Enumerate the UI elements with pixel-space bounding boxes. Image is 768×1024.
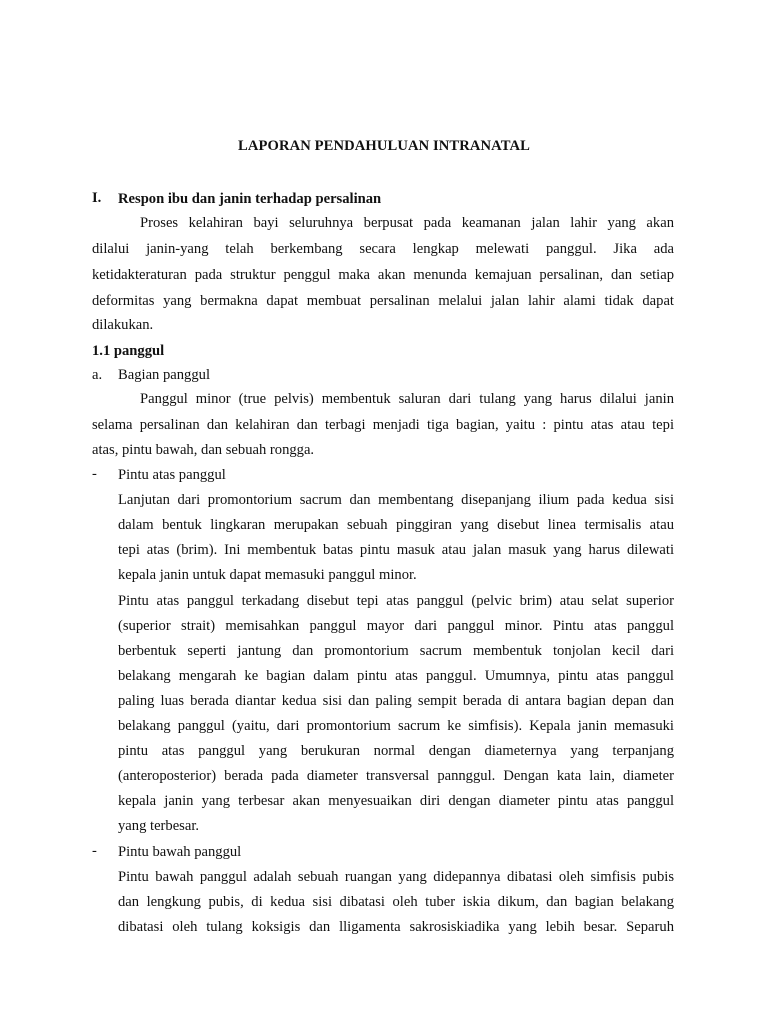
paragraph-line: tepi atas (brim). Ini membentuk batas pintu masuk atau jalan masuk yang harus dilewati	[118, 542, 674, 558]
paragraph-line: Pintu atas panggul terkadang disebut tepi atas panggul (pelvic brim) atau selat superior	[118, 593, 674, 609]
paragraph-line: (anteroposterior) berada pada diameter transversal pannggul. Dengan kata lain, diameter	[118, 768, 674, 784]
paragraph-line: (superior strait) memisahkan panggul mayor dari panggul minor. Pintu atas panggul	[118, 618, 674, 634]
section-number: I.	[92, 190, 102, 206]
document-title: LAPORAN PENDAHULUAN INTRANATAL	[238, 138, 530, 154]
paragraph-line: belakang mengarah ke bagian dalam pintu atas panggul. Umumnya, pintu atas panggul	[118, 668, 674, 684]
paragraph-line: dilakukan.	[92, 317, 154, 333]
list-item-heading: Bagian panggul	[118, 367, 211, 383]
paragraph-line: yang terbesar.	[118, 818, 200, 834]
list-label: a.	[92, 367, 103, 383]
paragraph-line: pintu atas panggul yang berukuran normal dengan diameternya yang terpanjang	[118, 743, 674, 759]
paragraph-line: dan lengkung pubis, di kedua sisi dibatasi oleh tuber iskia dikum, dan bagian belakang	[118, 894, 674, 910]
paragraph-line: dibatasi oleh tulang koksigis dan lligamenta sakrosiskiadika yang lebih besar. Separuh	[118, 919, 674, 935]
paragraph-line: dalam bentuk lingkaran merupakan sebuah pinggiran yang disebut linea termisalis atau	[118, 517, 674, 533]
subsection-heading: 1.1 panggul	[92, 343, 165, 359]
paragraph-line: Panggul minor (true pelvis) membentuk saluran dari tulang yang harus dilalui janin	[140, 391, 674, 407]
paragraph-line: belakang panggul (yaitu, dari promontorium sacrum ke simfisis). Kepala janin memasuki	[118, 718, 674, 734]
paragraph-line: selama persalinan dan kelahiran dan terbagi menjadi tiga bagian, yaitu : pintu atas atau tepi	[92, 417, 674, 433]
section-heading: Respon ibu dan janin terhadap persalinan	[118, 191, 382, 207]
paragraph-line: ketidakteraturan pada struktur penggul maka akan menunda kemajuan persalinan, dan setiap	[92, 267, 674, 283]
paragraph-line: Pintu bawah panggul adalah sebuah ruangan yang didepannya dibatasi oleh simfisis pubis	[118, 869, 674, 885]
paragraph-line: dilalui janin-yang telah berkembang secara lengkap melewati panggul. Jika ada	[92, 241, 674, 257]
paragraph-line: kepala janin untuk dapat memasuki panggul minor.	[118, 567, 417, 583]
paragraph-line: deformitas yang bermakna dapat membuat persalinan melalui jalan lahir alami tidak dapat	[92, 293, 674, 309]
paragraph-line: Lanjutan dari promontorium sacrum dan membentang disepanjang ilium pada kedua sisi	[118, 492, 674, 508]
paragraph-line: berbentuk seperti jantung dan promontorium sacrum membentuk tonjolan kecil dari	[118, 643, 674, 659]
list-item-heading: Pintu bawah panggul	[118, 844, 242, 860]
paragraph-line: Proses kelahiran bayi seluruhnya berpusat pada keamanan jalan lahir yang akan	[140, 215, 674, 231]
paragraph-line: paling luas berada diantar kedua sisi dan paling sempit berada di antara bagian depan dan	[118, 693, 674, 709]
list-item-heading: Pintu atas panggul	[118, 467, 226, 483]
paragraph-line: kepala janin yang terbesar akan menyesuaikan diri dengan diameter pintu atas panggul	[118, 793, 674, 809]
paragraph-line: atas, pintu bawah, dan sebuah rongga.	[92, 442, 315, 458]
bullet-dash: -	[92, 843, 97, 859]
bullet-dash: -	[92, 466, 97, 482]
